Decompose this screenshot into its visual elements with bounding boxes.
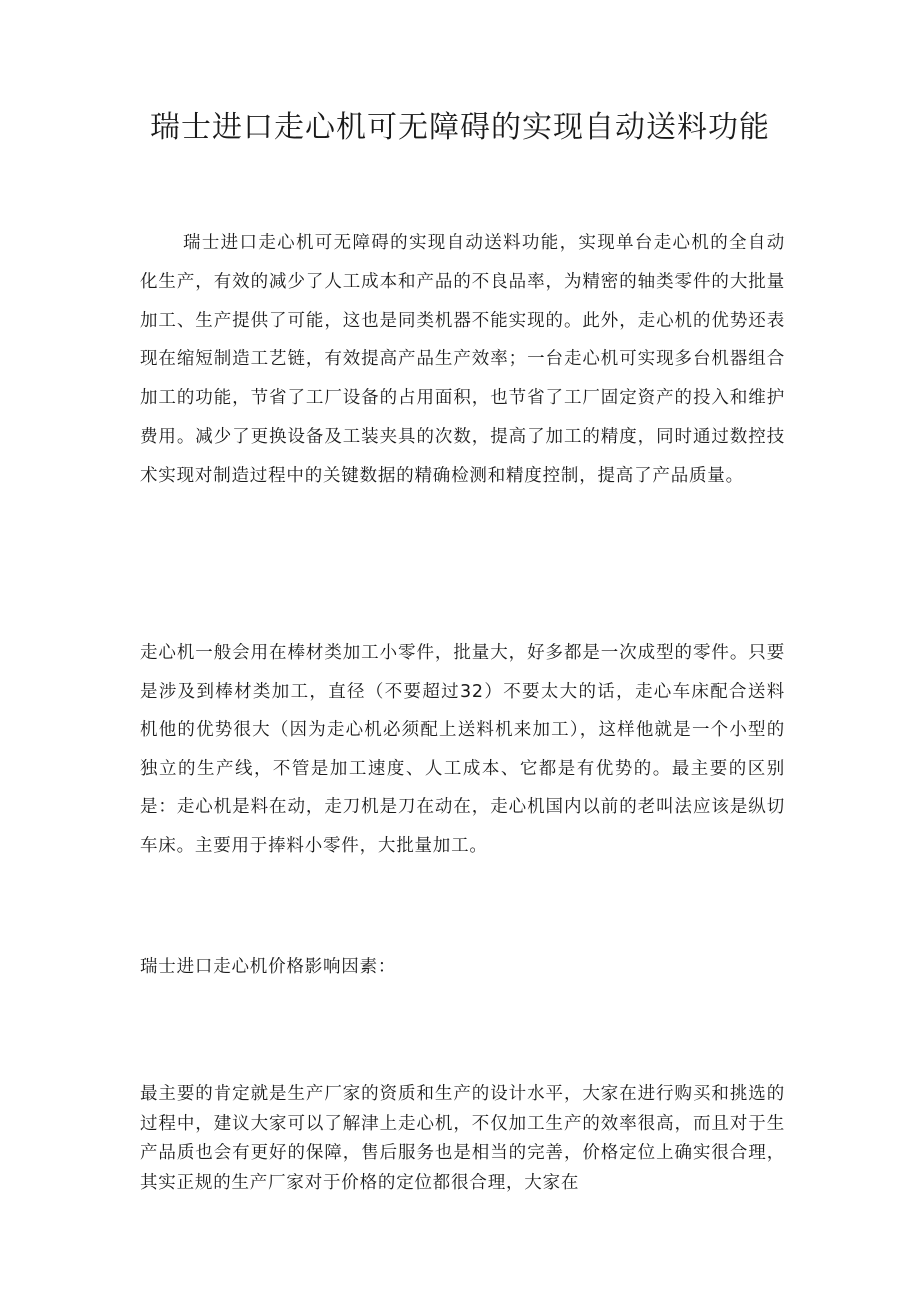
paragraph-price-heading: 瑞士进口走心机价格影响因素： bbox=[140, 957, 397, 977]
document-title: 瑞士进口走心机可无障碍的实现自动送料功能 bbox=[150, 110, 770, 145]
paragraph-price-factors: 最主要的肯定就是生产厂家的资质和生产的设计水平，大家在进行购买和挑选的过程中，建议大家可以了解津上走心机，不仅加工生产的效率很高，而且对于生产品质也会有更好的保障，售后服务也是相当的完善，价格定位上确实很合理，其实正规的生产厂家对于价格的定位都很合理，大家在 bbox=[140, 1084, 785, 1193]
paragraph-intro: 瑞士进口走心机可无障碍的实现自动送料功能，实现单台走心机的全自动化生产，有效的减少了人工成本和产品的不良品率，为精密的轴类零件的大批量加工、生产提供了可能，这也是同类机器不能实现的。此外，走心机的优势还表现在缩短制造工艺链，有效提高产品生产效率；一台走心机可实现多台机器组合加工的功能，节省了工厂设备的占用面积，也节省了工厂固定资产的投入和维护费用。减少了更换设备及工装夹具的次数，提高了加工的精度，同时通过数控技术实现对制造过程中的关键数据的精确检测和精度控制，提高了产品质量。 bbox=[140, 233, 785, 486]
paragraph-usage: 走心机一般会用在棒材类加工小零件，批量大，好多都是一次成型的零件。只要是涉及到棒材类加工，直径（不要超过32）不要太大的话，走心车床配合送料机他的优势很大（因为走心机必须配上送料机来加工），这样他就是一个小型的独立的生产线，不管是加工速度、人工成本、它都是有优势的。最主要的区别是：走心机是料在动，走刀机是刀在动在，走心机国内以前的老叫法应该是纵切车床。主要用于捧料小零件，大批量加工。 bbox=[140, 643, 785, 856]
